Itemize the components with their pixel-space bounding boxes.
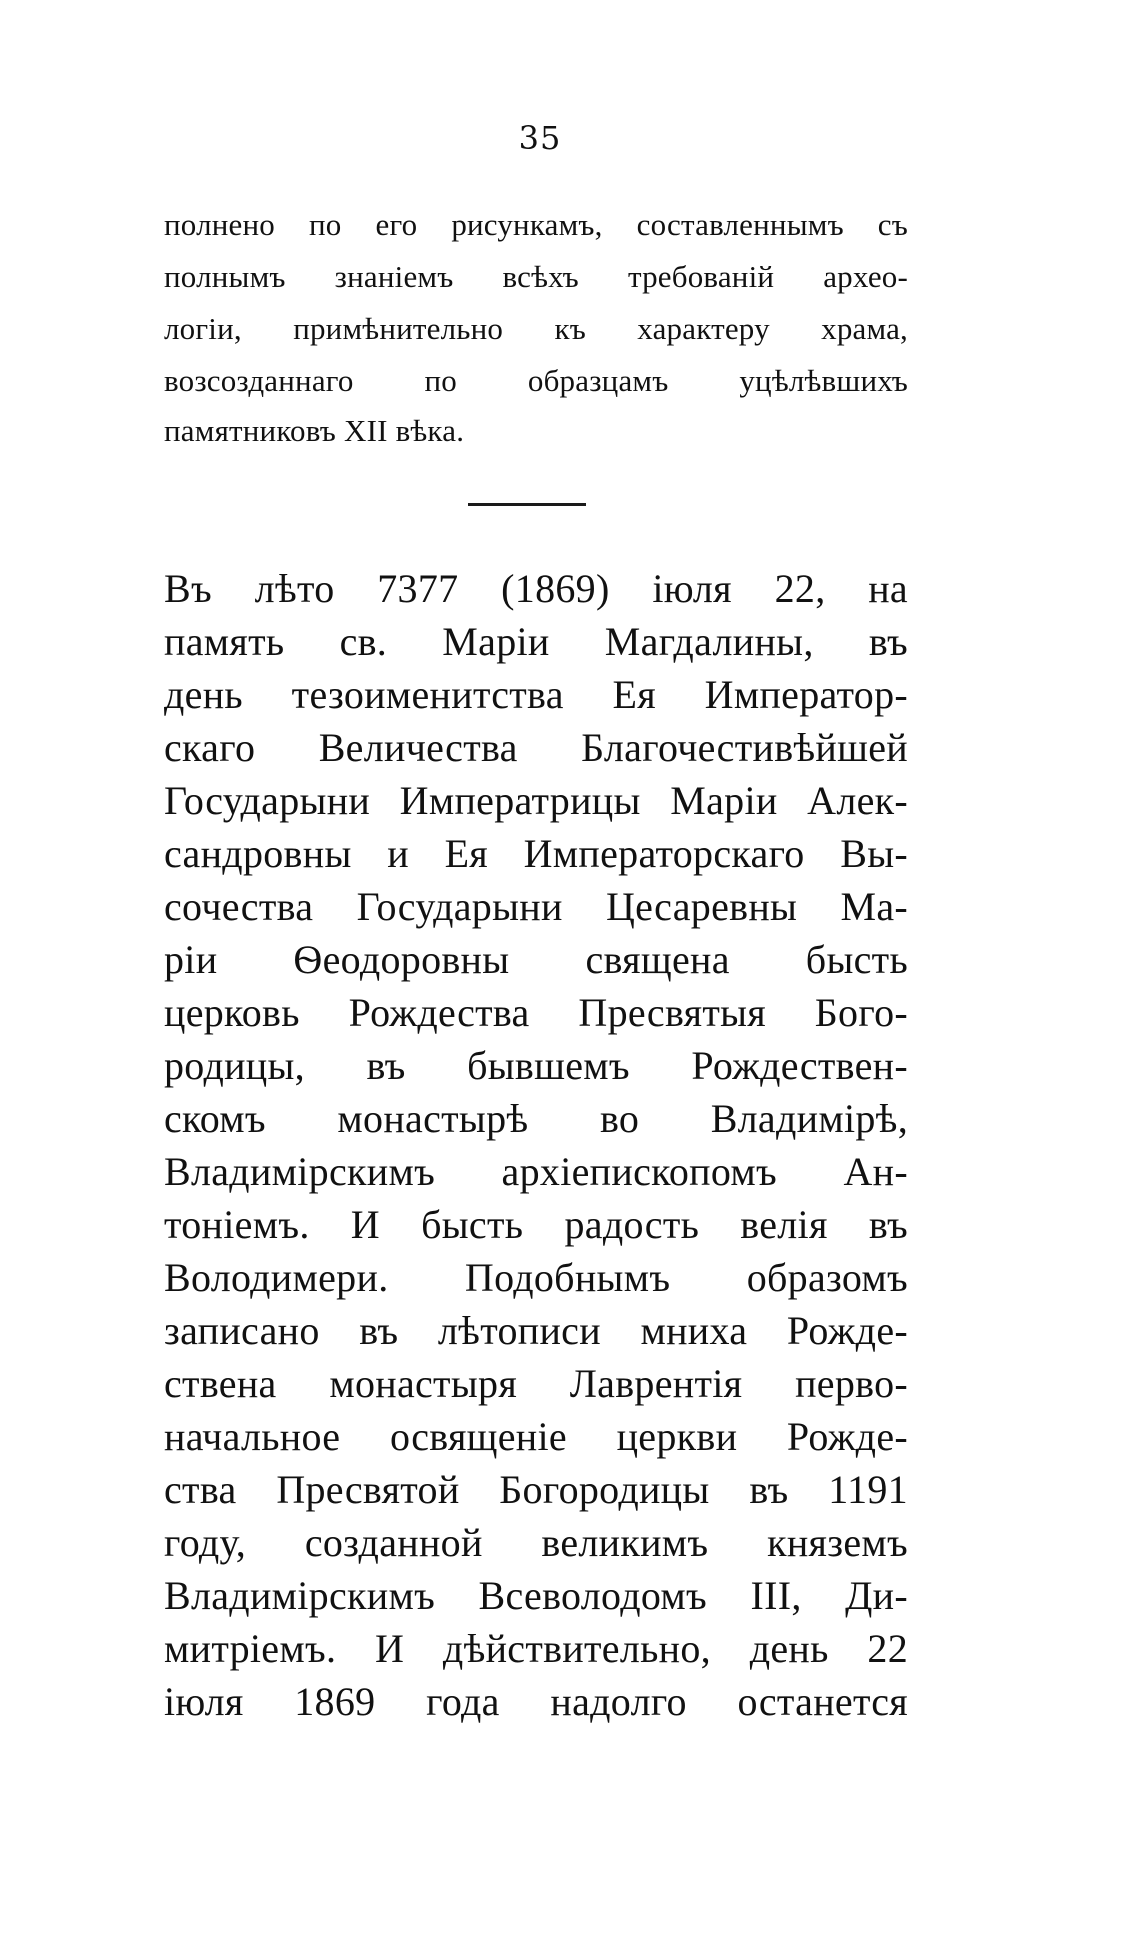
paragraph-2-line: Владимірскимъ Всеволодомъ III, Ди- — [164, 1573, 908, 1618]
paragraph-2-line: Володимери. Подобнымъ образомъ — [164, 1255, 908, 1300]
page-number: 35 — [518, 119, 562, 157]
paragraph-2-line: митріемъ. И дѣйствительно, день 22 — [164, 1626, 908, 1671]
paragraph-2-line: Въ лѣто 7377 (1869) іюля 22, на — [164, 566, 908, 611]
paragraph-2-line: родицы, въ бывшемъ Рождествен- — [164, 1043, 908, 1088]
paragraph-2-line: сандровны и Ея Императорскаго Вы- — [164, 831, 908, 876]
paragraph-2-line: ріи Ѳеодоровны священа бысть — [164, 937, 908, 982]
paragraph-2-line: начальное освященіе церкви Рожде- — [164, 1414, 908, 1459]
paragraph-1-line: логіи, примѣнительно къ характеру храма, — [164, 311, 908, 346]
paragraph-2-line: ствена монастыря Лаврентія перво- — [164, 1361, 908, 1406]
paragraph-1-line: полнено по его рисункамъ, составленнымъ съ — [164, 207, 908, 242]
paragraph-2-line: ства Пресвятой Богородицы въ 1191 — [164, 1467, 908, 1512]
paragraph-2-line: сочества Государыни Цесаревны Ма- — [164, 884, 908, 929]
paragraph-2-line: записано въ лѣтописи мниха Рожде- — [164, 1308, 908, 1353]
paragraph-2-line: день тезоименитства Ея Император- — [164, 672, 908, 717]
paragraph-2-line: іюля 1869 года надолго останется — [164, 1679, 908, 1724]
paragraph-1-line: возсозданнаго по образцамъ уцѣлѣвшихъ — [164, 363, 908, 398]
paragraph-2-line: память св. Маріи Магдалины, въ — [164, 619, 908, 664]
paragraph-2-line: Государыни Императрицы Маріи Алек- — [164, 778, 908, 823]
paragraph-1-line: полнымъ знаніемъ всѣхъ требованій архео- — [164, 259, 908, 294]
section-divider — [468, 503, 586, 506]
paragraph-2-line: церковь Рождества Пресвятыя Бого- — [164, 990, 908, 1035]
paragraph-2-line: году, созданной великимъ княземъ — [164, 1520, 908, 1565]
paragraph-2-line: скаго Величества Благочестивѣйшей — [164, 725, 908, 770]
paragraph-2-line: Владимірскимъ архіепископомъ Ан- — [164, 1149, 908, 1194]
paragraph-1-line: памятниковъ XII вѣка. — [164, 413, 465, 448]
paragraph-2-line: тоніемъ. И бысть радость велія въ — [164, 1202, 908, 1247]
paragraph-2-line: скомъ монастырѣ во Владимірѣ, — [164, 1096, 908, 1141]
